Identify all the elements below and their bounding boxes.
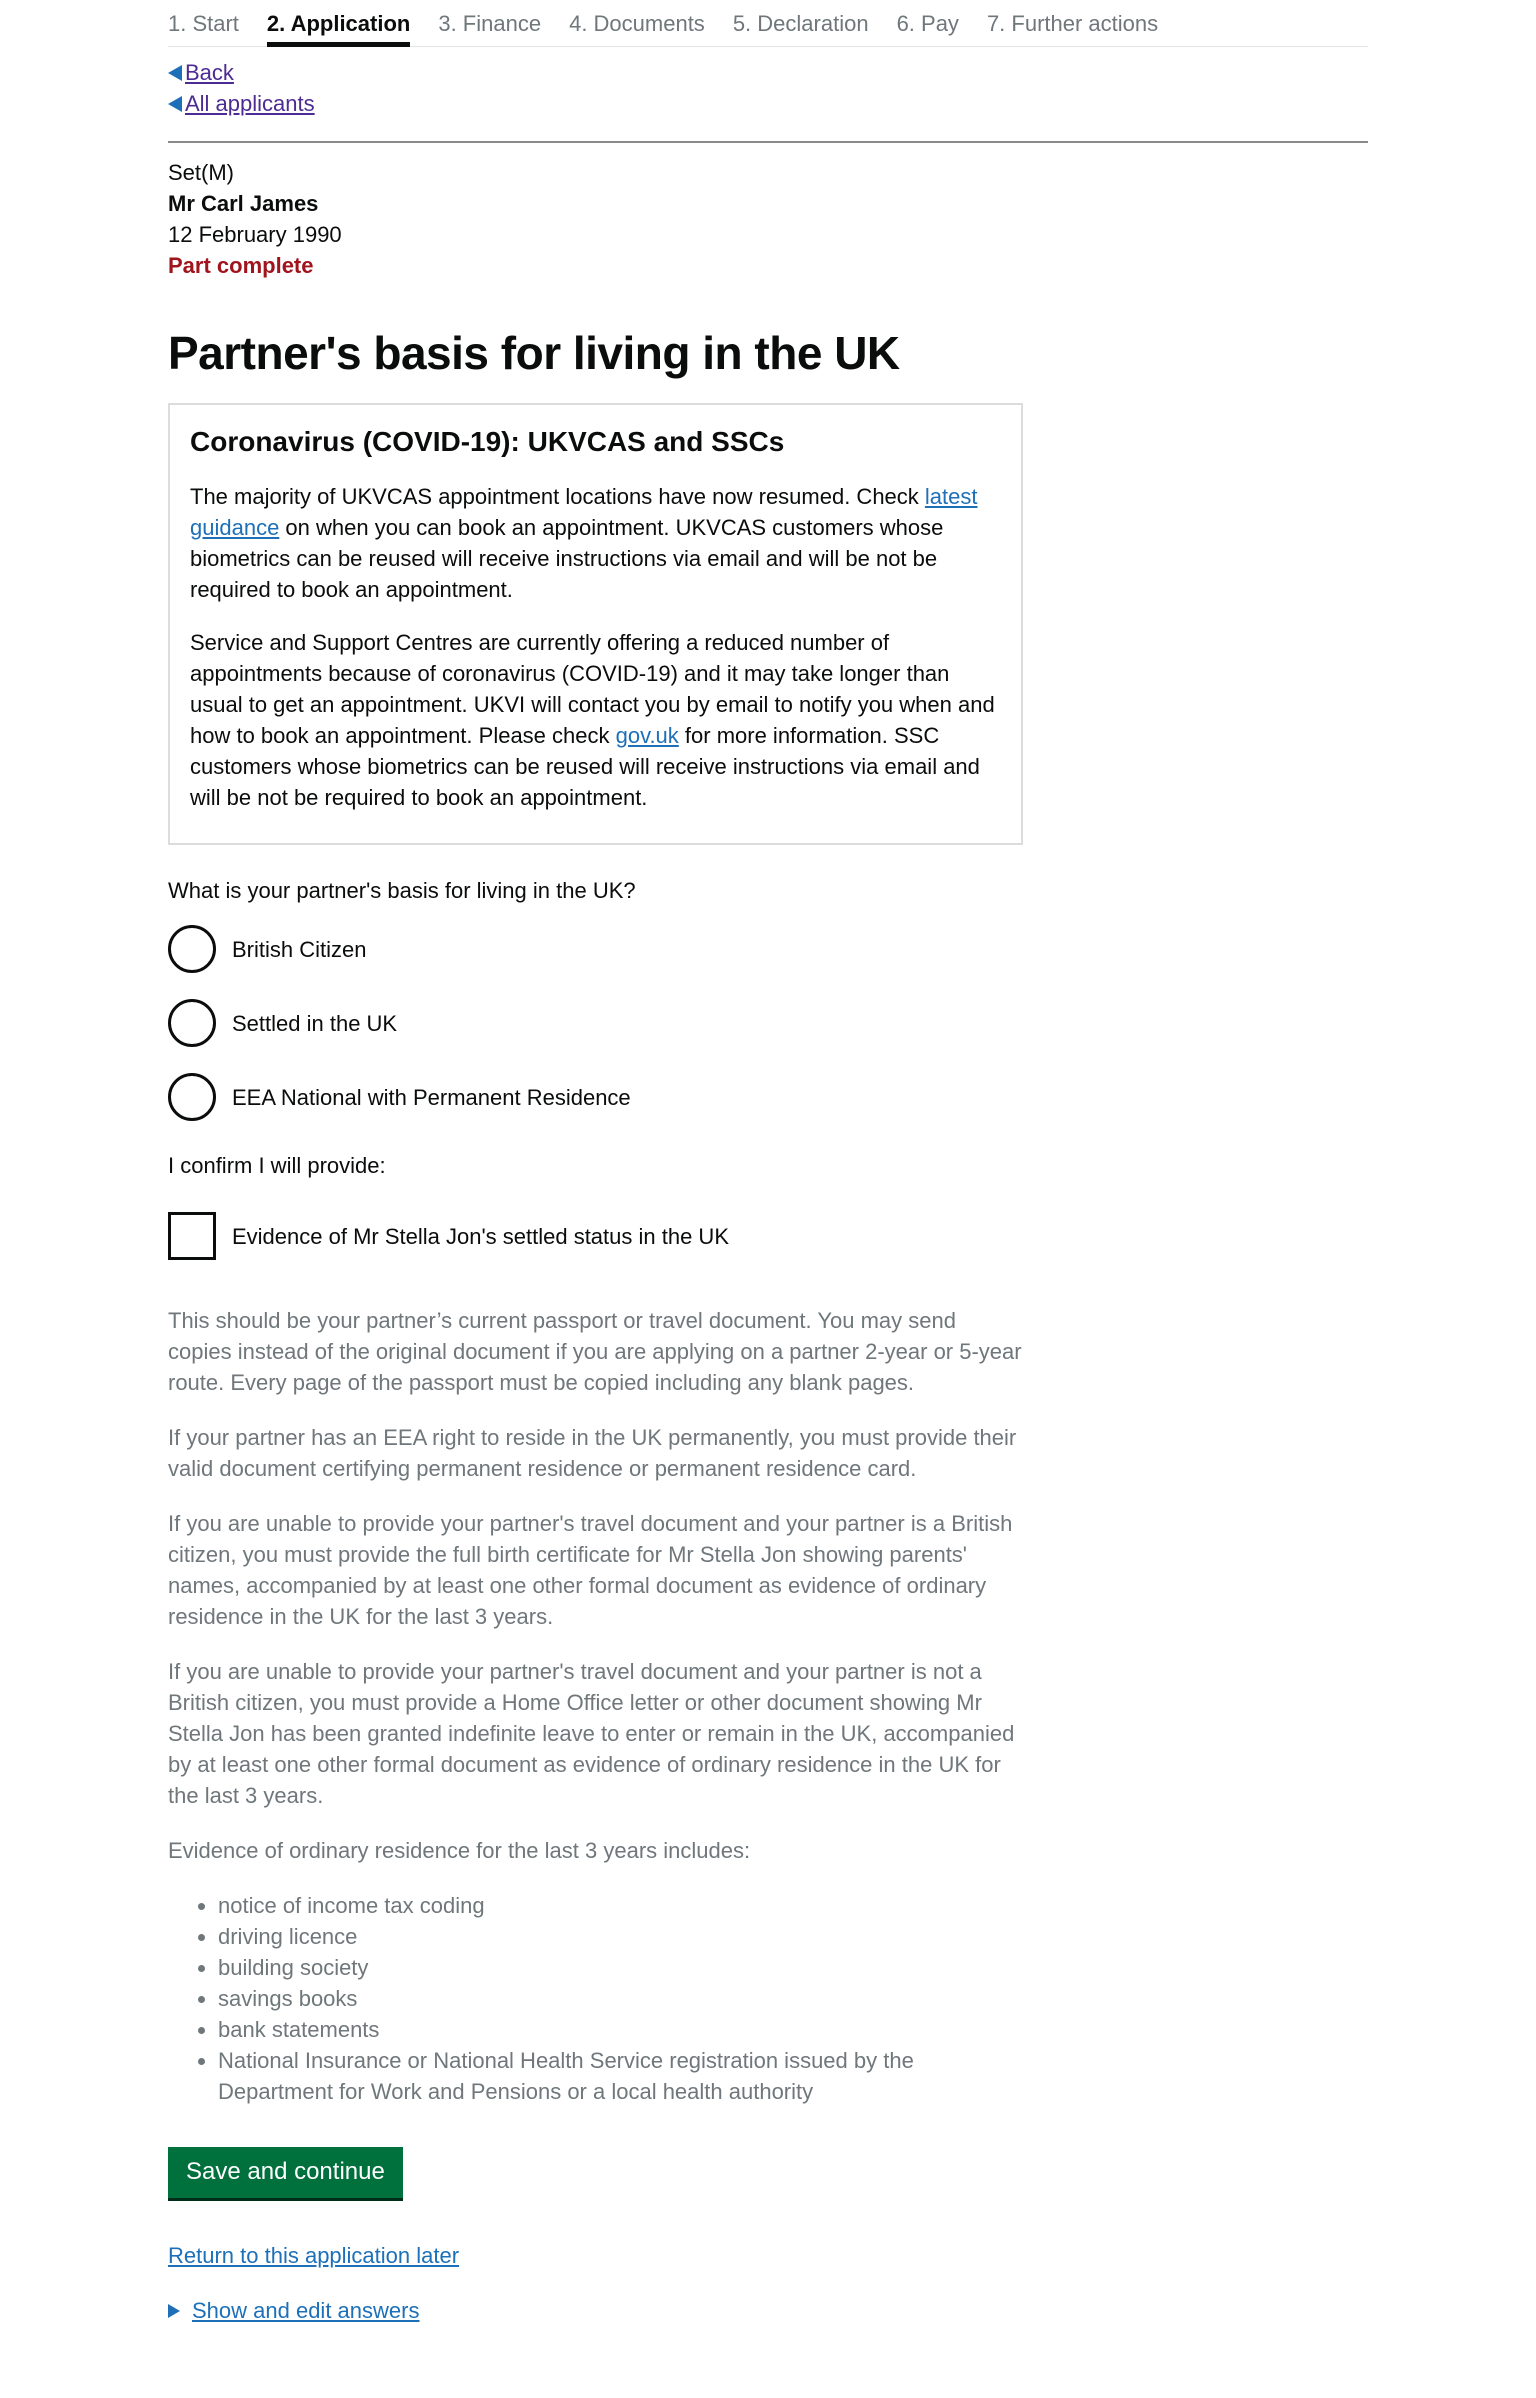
- evidence-checkbox[interactable]: [168, 1212, 216, 1260]
- covid-p1-text: The majority of UKVCAS appointment locations have now resumed. Check: [190, 484, 925, 509]
- step-application: 2. Application: [267, 0, 410, 47]
- covid-notice-paragraph-1: [190, 481, 1001, 605]
- radio-button[interactable]: [168, 999, 216, 1047]
- list-item: • notice of income tax coding: [218, 1890, 1023, 1921]
- gov-uk-link[interactable]: gov.uk: [615, 723, 679, 748]
- basis-radio-group: [168, 924, 1536, 1122]
- radio-option-settled-in-uk[interactable]: [168, 998, 1536, 1048]
- show-edit-answers-link[interactable]: Show and edit answers: [192, 2298, 420, 2323]
- applicant-summary: [168, 143, 1536, 281]
- confirm-label: I confirm I will provide:: [168, 1153, 386, 1178]
- return-later-link[interactable]: Return to this application later: [168, 2243, 460, 2268]
- disclosure-triangle-icon: [168, 2304, 180, 2318]
- back-link-row: [168, 57, 1536, 88]
- radio-option-eea-national[interactable]: [168, 1072, 1536, 1122]
- hint-paragraph: If you are unable to provide your partner's travel document and your partner is a British citizen, you must provide the full birth certificate for Mr Stella Jon showing parents' names, accompanied by at least one other formal document as evidence of ordinary residence in the UK for the last 3 years.: [168, 1511, 1013, 1629]
- radio-option-british-citizen[interactable]: [168, 924, 1536, 974]
- covid-notice-paragraph-2: [190, 627, 1001, 813]
- covid-p2-text-end: for more information. SSC customers whose biometrics can be reused will receive instructions via email and will be not be required to book an appointment.: [190, 723, 980, 810]
- list-item: • driving licence: [218, 1921, 1023, 1952]
- applicant-set: Set(M): [168, 160, 234, 185]
- show-edit-answers-toggle[interactable]: [168, 2295, 1536, 2326]
- evidence-hint: [168, 1305, 1023, 2107]
- radio-label: EEA National with Permanent Residence: [232, 1084, 631, 1110]
- hint-paragraph: If your partner has an EEA right to reside in the UK permanently, you must provide their valid document certifying permanent residence or permanent residence card.: [168, 1425, 1017, 1481]
- latest-guidance-link[interactable]: latest guidance: [190, 484, 978, 540]
- basis-question-label: What is your partner's basis for living in the UK?: [168, 878, 636, 903]
- application-status: Part complete: [168, 253, 314, 278]
- applicant-name: Mr Carl James: [168, 191, 319, 216]
- step-further-actions: 7. Further actions: [986, 11, 1159, 36]
- list-item: • building society: [218, 1952, 1023, 1983]
- hint-paragraph: Evidence of ordinary residence for the last 3 years includes:: [168, 1838, 751, 1863]
- hint-paragraph: This should be your partner’s current passport or travel document. You may send copies instead of the original document if you are applying on a partner 2-year or 5-year route. Every page of the passport must be copied including any blank pages.: [168, 1308, 1022, 1395]
- hint-paragraph: If you are unable to provide your partner's travel document and your partner is not a British citizen, you must provide a Home Office letter or other document showing Mr Stella Jon has been granted indefinite leave to enter or remain in the UK, accompanied by at least one other formal document as evidence of ordinary residence in the UK for the last 3 years.: [168, 1659, 1015, 1808]
- radio-button[interactable]: [168, 1073, 216, 1121]
- evidence-checkbox-row[interactable]: [168, 1211, 1536, 1261]
- back-arrow-icon: [168, 96, 182, 112]
- covid-notice-panel: [168, 403, 1023, 845]
- back-arrow-icon: [168, 65, 182, 81]
- list-item: • savings books: [218, 1983, 1023, 2014]
- evidence-list: [168, 1890, 1023, 2107]
- list-item: • National Insurance or National Health Service registration issued by the Department for Work and Pensions or a local health authority: [218, 2045, 1023, 2107]
- save-and-continue-button[interactable]: Save and continue: [168, 2147, 403, 2198]
- page-title: Partner's basis for living in the UK: [168, 327, 900, 379]
- step-declaration: 5. Declaration: [732, 11, 869, 36]
- covid-p2-text: Service and Support Centres are currently offering a reduced number of appointments because of coronavirus (COVID-19) and it may take longer than usual to get an appointment. UKVI will contact you by email to notify you when and how to book an appointment. Please check: [190, 630, 995, 748]
- radio-label: British Citizen: [232, 936, 367, 962]
- radio-label: Settled in the UK: [232, 1010, 398, 1036]
- step-pay: 6. Pay: [896, 11, 959, 36]
- step-start: 1. Start: [168, 11, 239, 36]
- all-applicants-link[interactable]: All applicants: [185, 91, 315, 116]
- covid-notice-title: Coronavirus (COVID-19): UKVCAS and SSCs: [190, 426, 785, 457]
- covid-p1-text-end: on when you can book an appointment. UKVCAS customers whose biometrics can be reused will receive instructions via email and will be not be required to book an appointment.: [190, 515, 944, 602]
- evidence-checkbox-label: Evidence of Mr Stella Jon's settled status in the UK: [232, 1223, 729, 1249]
- applicant-dob: 12 February 1990: [168, 222, 342, 247]
- back-link[interactable]: Back: [185, 60, 234, 85]
- back-links: [168, 47, 1536, 119]
- list-item: • bank statements: [218, 2014, 1023, 2045]
- step-documents: 4. Documents: [569, 11, 705, 36]
- step-finance: 3. Finance: [438, 11, 542, 36]
- all-applicants-link-row: [168, 88, 1536, 119]
- progress-steps: [168, 0, 1368, 47]
- return-later-row: [168, 2240, 1536, 2271]
- radio-button[interactable]: [168, 925, 216, 973]
